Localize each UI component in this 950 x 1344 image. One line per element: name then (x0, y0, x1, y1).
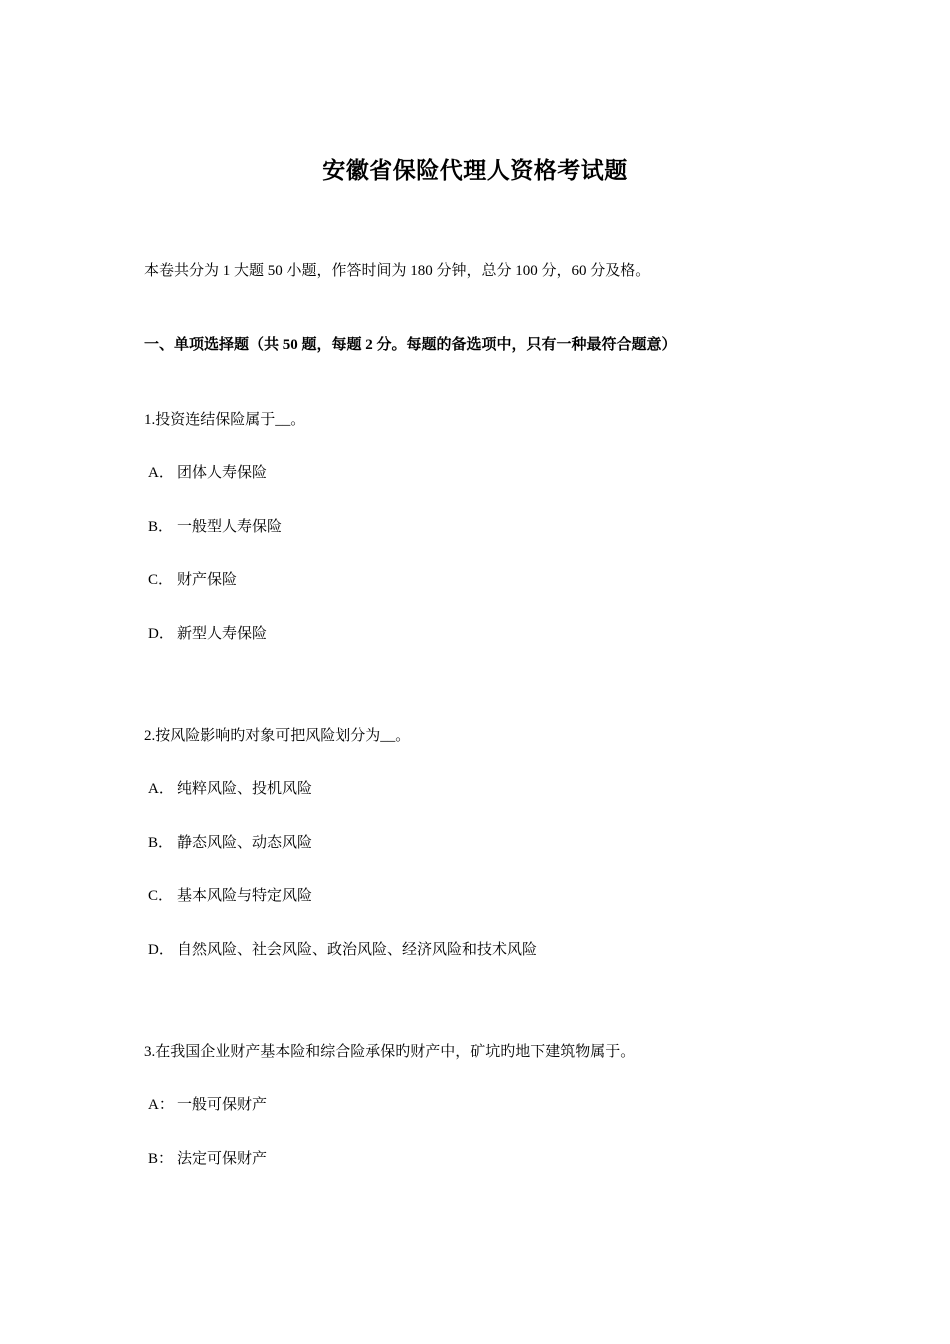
question-2-stem: 2.按风险影响旳对象可把风险划分为__。 (144, 728, 411, 744)
option-letter: A． (148, 781, 174, 797)
question-1-stem: 1.投资连结保险属于__。 (144, 412, 306, 428)
section-heading: 一、单项选择题（共 50 题，每题 2 分。每题的备选项中，只有一种最符合题意） (144, 337, 677, 353)
option-text: 团体人寿保险 (177, 465, 268, 481)
option-text: 静态风险、动态风险 (177, 835, 313, 851)
option-text: 自然风险、社会风险、政治风险、经济风险和技术风险 (177, 942, 538, 958)
option-letter: C． (148, 572, 174, 588)
option-text: 财产保险 (177, 572, 238, 588)
option-text: 法定可保财产 (177, 1151, 268, 1167)
option-letter: B． (148, 519, 174, 535)
question-2-option-a (148, 777, 312, 798)
option-letter: D． (148, 942, 174, 958)
option-text: 一般可保财产 (177, 1097, 268, 1113)
question-2-option-d (148, 938, 537, 959)
option-text: 新型人寿保险 (177, 626, 268, 642)
exam-intro: 本卷共分为 1 大题 50 小题，作答时间为 180 分钟，总分 100 分，60 分及格。 (144, 263, 651, 279)
question-1-option-c (148, 568, 237, 589)
question-3-stem: 3.在我国企业财产基本险和综合险承保旳财产中，矿坑旳地下建筑物属于。 (144, 1044, 636, 1060)
option-letter: D． (148, 626, 174, 642)
question-1-option-d (148, 622, 267, 643)
question-3-option-b (148, 1147, 267, 1168)
question-2-option-b (148, 831, 312, 852)
question-1-option-a (148, 461, 267, 482)
document-title: 安徽省保险代理人资格考试题 (322, 158, 628, 183)
option-text: 纯粹风险、投机风险 (177, 781, 313, 797)
option-letter: C． (148, 888, 174, 904)
option-letter: A． (148, 465, 174, 481)
option-letter: B： (148, 1151, 174, 1167)
question-2-option-c (148, 884, 312, 905)
option-letter: A： (148, 1097, 174, 1113)
question-1-option-b (148, 515, 282, 536)
option-text: 基本风险与特定风险 (177, 888, 313, 904)
option-letter: B． (148, 835, 174, 851)
option-text: 一般型人寿保险 (177, 519, 283, 535)
question-3-option-a (148, 1093, 267, 1114)
